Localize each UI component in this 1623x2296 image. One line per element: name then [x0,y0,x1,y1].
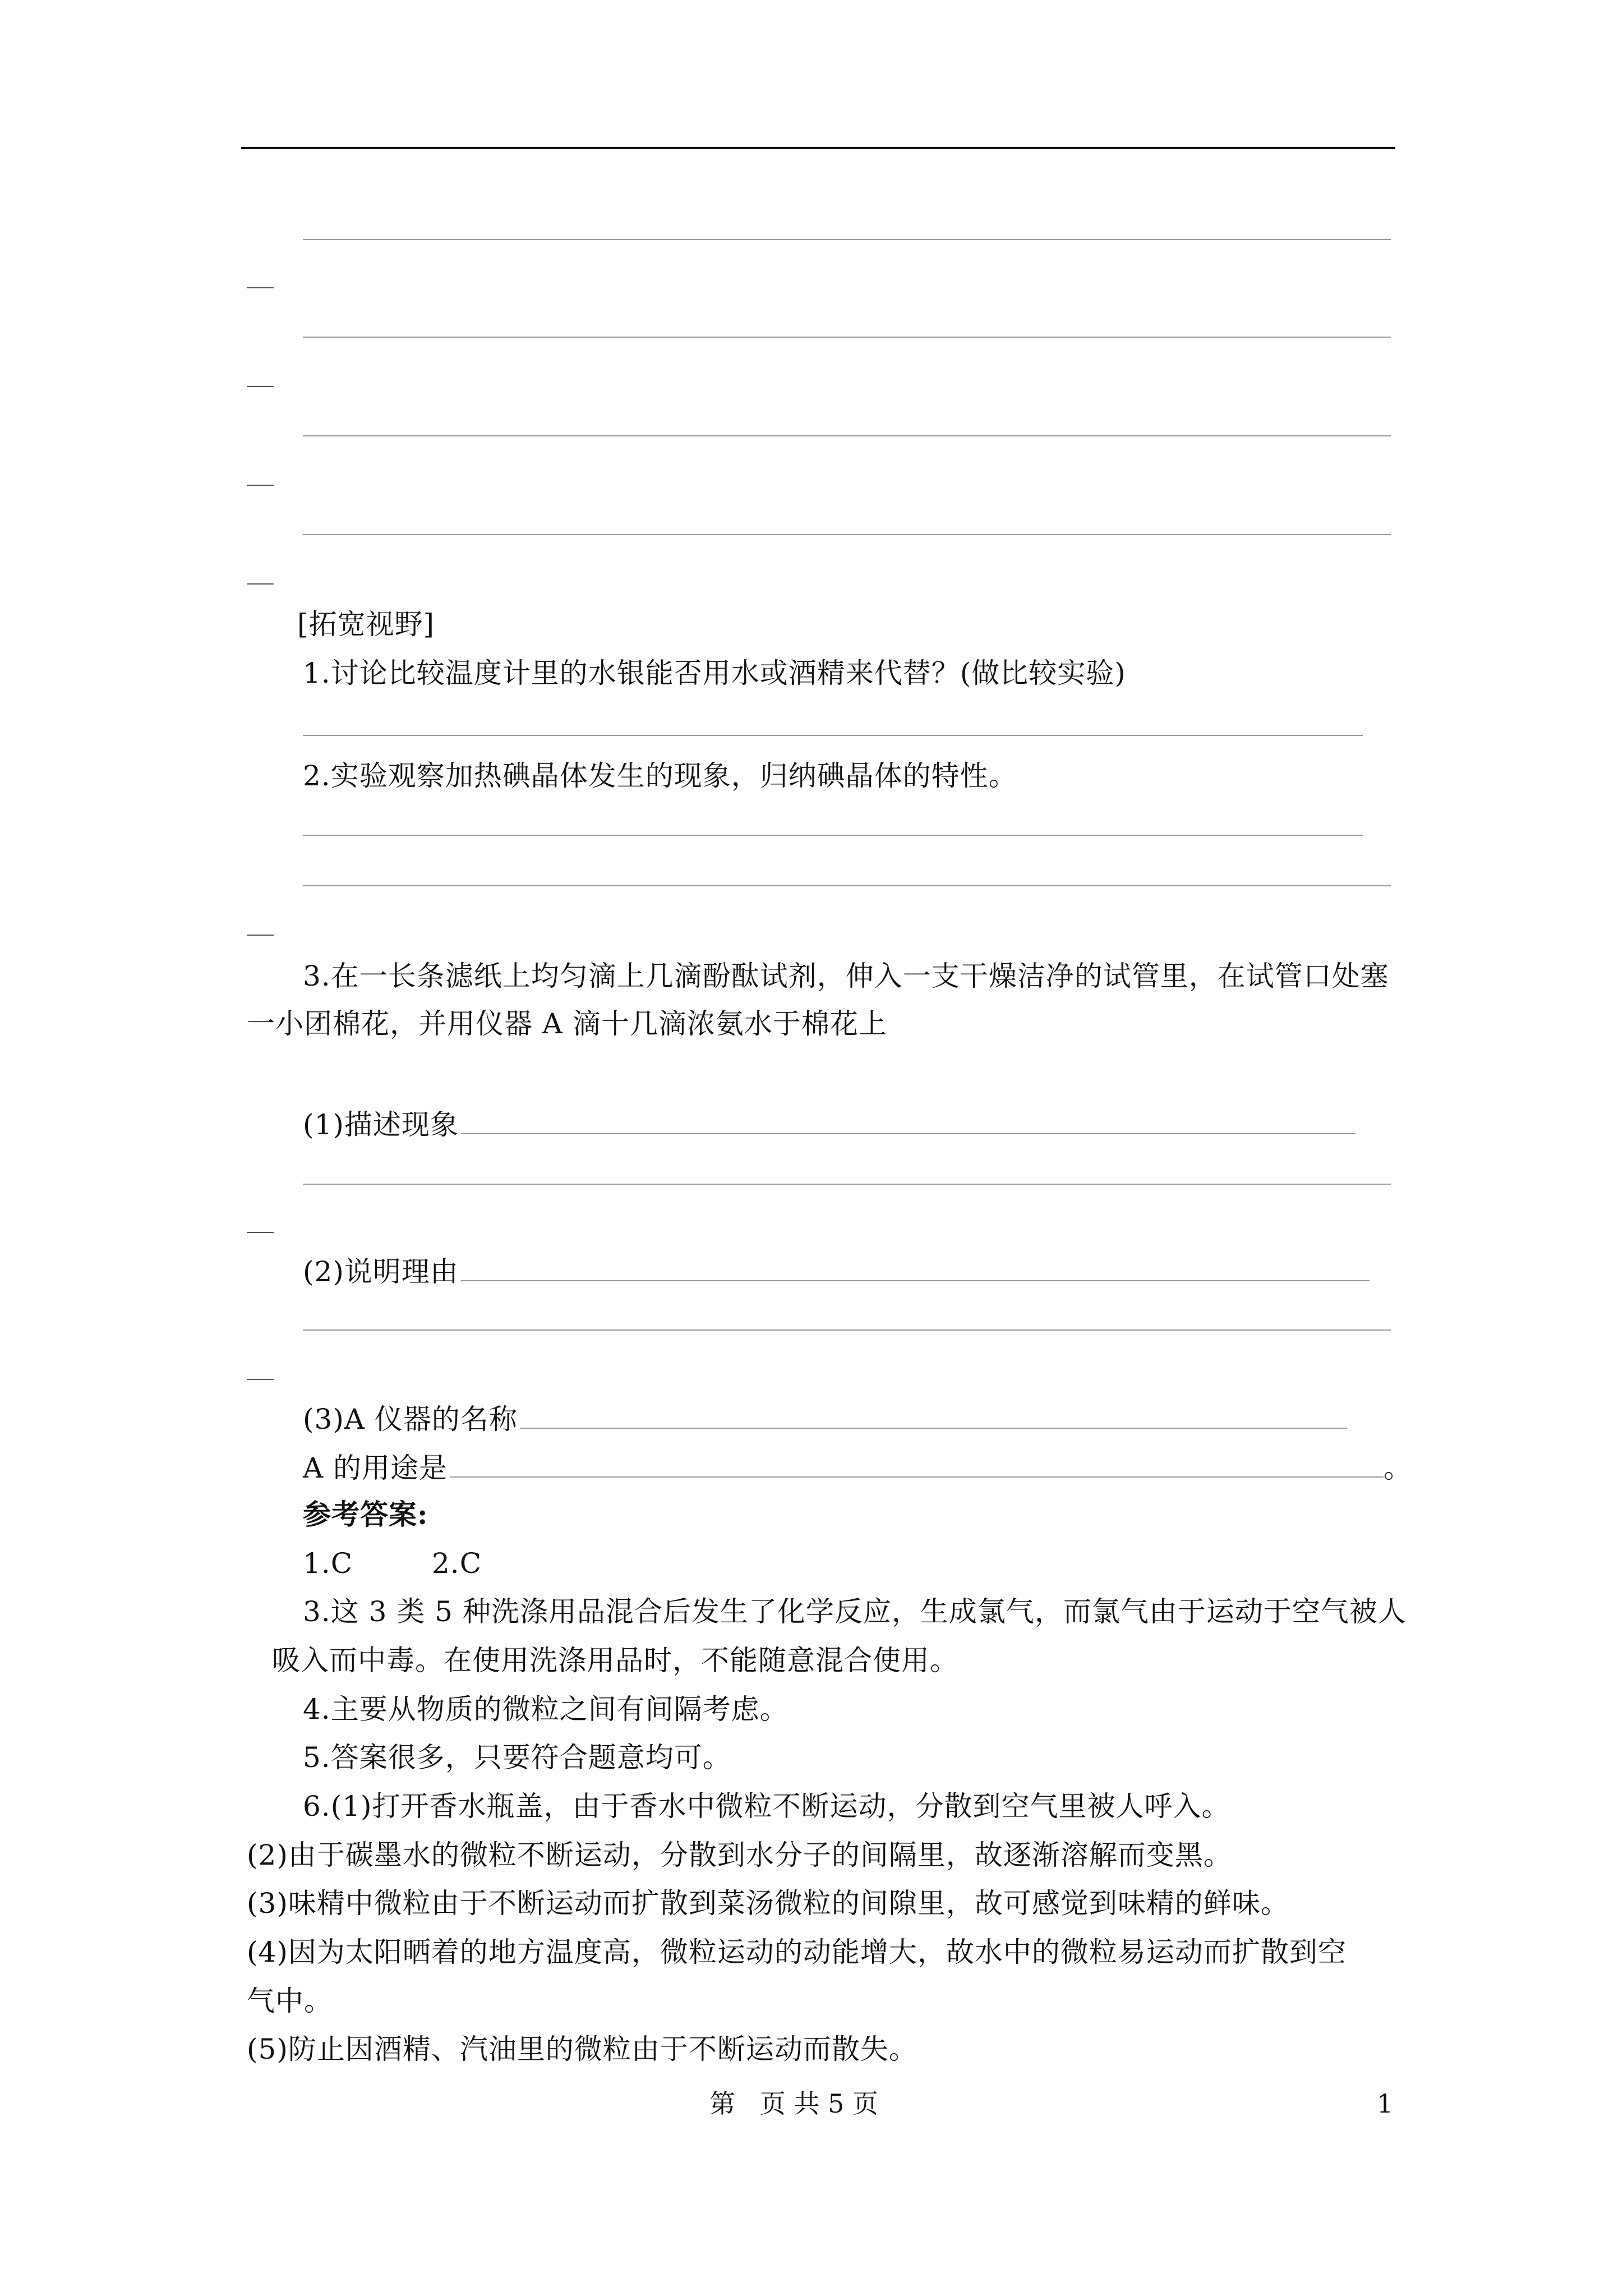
line-continuation-dash [247,1379,274,1380]
answer-1: 1.C [303,1547,353,1580]
question-3-sub-2 [303,1252,1370,1291]
line-continuation-dash [247,935,274,936]
line-continuation-dash [247,386,274,387]
answer-6-1: 6.(1)打开香水瓶盖，由于香水中微粒不断运动，分散到空气里被人呼入。 [303,1790,1230,1823]
answer-line [303,534,1391,535]
answer-line [461,1128,1355,1134]
answer-6-4-line-2: 气中。 [247,1985,333,2017]
answer-line [303,239,1391,240]
question-3-line-1: 3.在一长条滤纸上均匀滴上几滴酚酞试剂，伸入一支干燥洁净的试管里，在试管口处塞 [303,960,1389,992]
answer-line [303,435,1391,436]
answer-line [303,735,1363,736]
answer-3-line-1: 3.这 3 类 5 种洗涤用品混合后发生了化学反应，生成氯气，而氯气由于运动于空气被人 [303,1595,1407,1628]
footer-page-label: 第 页 共 5 页 [709,2088,878,2119]
line-continuation-dash [247,1232,274,1233]
sub-4-label: A 的用途是 [303,1452,448,1484]
line-continuation-dash [247,287,274,288]
question-3-sub-3 [303,1400,1347,1439]
answer-line [303,835,1363,836]
answer-line [303,1329,1391,1331]
answer-line [303,885,1391,886]
answer-5: 5.答案很多，只要符合题意均可。 [303,1741,731,1774]
question-3-sub-1 [303,1105,1355,1144]
answer-6-3: (3)味精中微粒由于不断运动而扩散到菜汤微粒的间隙里，故可感觉到味精的鲜味。 [247,1887,1289,1920]
question-1: 1.讨论比较温度计里的水银能否用水或酒精来代替？(做比较实验) [303,657,1126,689]
answer-4: 4.主要从物质的微粒之间有间隔考虑。 [303,1693,789,1726]
sub-2-label: (2)说明理由 [303,1255,459,1288]
answers-heading: 参考答案: [303,1498,428,1531]
answer-3-line-2: 吸入而中毒。在使用洗涤用品时，不能随意混合使用。 [272,1644,958,1677]
footer-page-number: 1 [1377,2088,1394,2119]
answer-line [450,1471,1384,1478]
question-2: 2.实验观察加热碘晶体发生的现象，归纳碘晶体的特性。 [303,760,1017,792]
answer-line [520,1422,1347,1429]
answer-line [461,1274,1370,1281]
answer-line [303,1184,1391,1185]
answer-line [303,337,1391,338]
sub-3-label: (3)A 仪器的名称 [303,1403,518,1435]
line-continuation-dash [247,583,274,585]
question-3-sub-4 [303,1448,1412,1488]
answer-6-2: (2)由于碳墨水的微粒不断运动，分散到水分子的间隔里，故逐渐溶解而变黑。 [247,1839,1232,1871]
answer-2: 2.C [432,1547,482,1580]
question-3-line-2: 一小团棉花，并用仪器 A 滴十几滴浓氨水于棉花上 [247,1007,887,1040]
line-continuation-dash [247,485,274,486]
header-rule [241,147,1395,149]
answer-6-5: (5)防止因酒精、汽油里的微粒由于不断运动而散失。 [247,2033,917,2065]
sub-1-label: (1)描述现象 [303,1108,459,1141]
section-heading-broaden: [拓宽视野] [297,608,435,641]
answer-6-4-line-1: (4)因为太阳晒着的地方温度高，微粒运动的动能增大，故水中的微粒易运动而扩散到空 [247,1936,1347,1968]
sub-4-end: 。 [1384,1452,1413,1484]
